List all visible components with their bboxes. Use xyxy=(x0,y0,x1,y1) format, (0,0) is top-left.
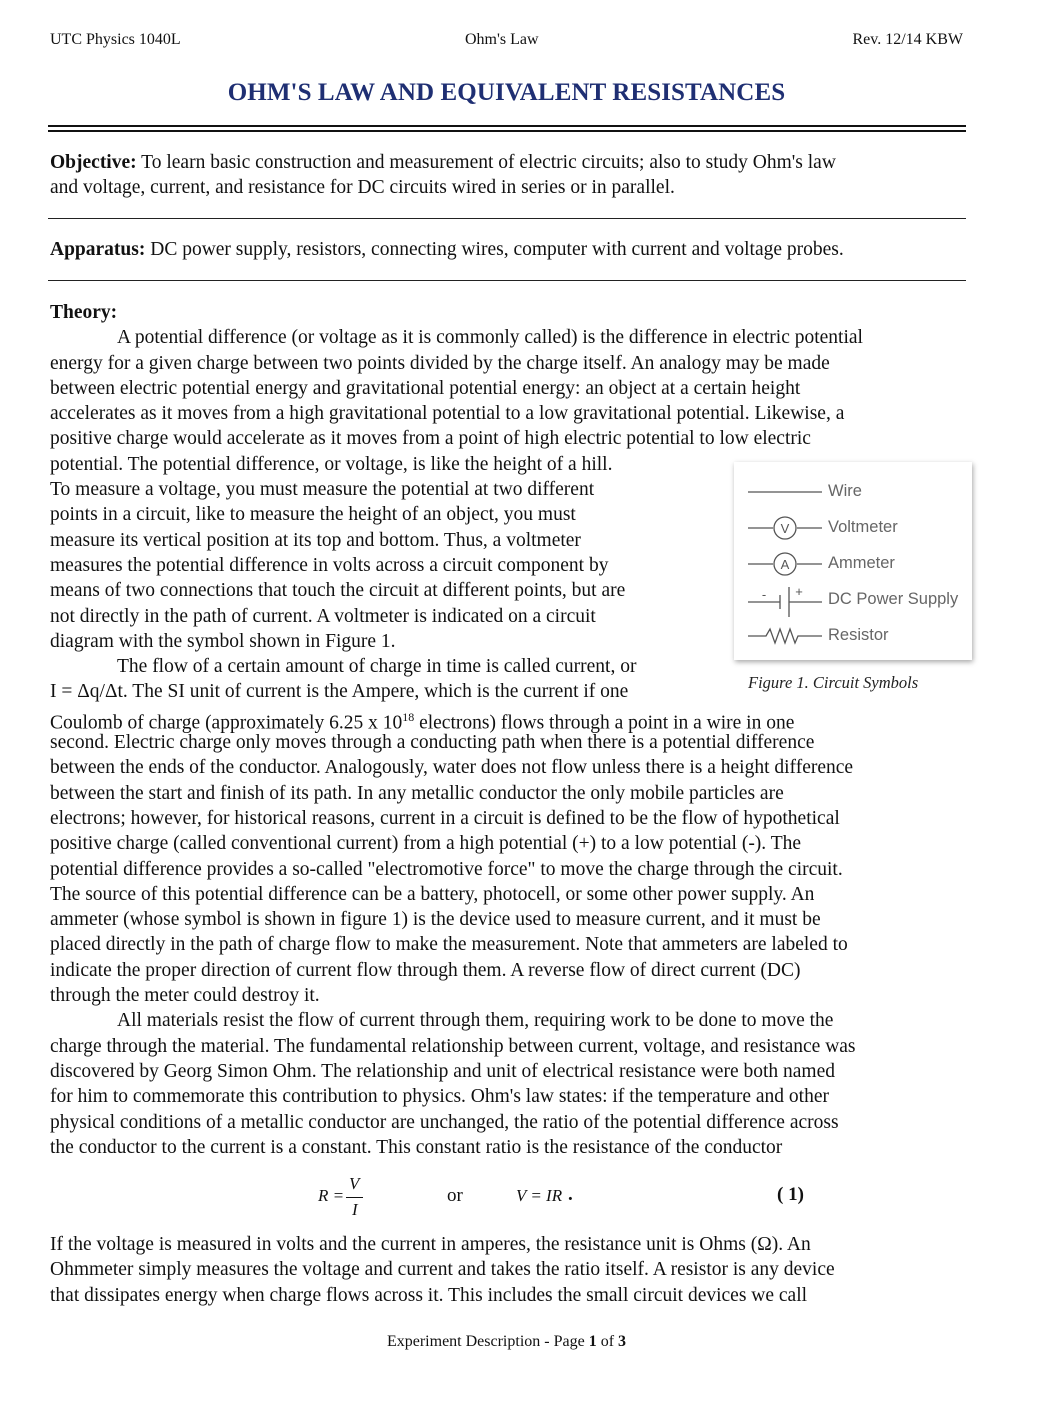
equation-alt: V = IR xyxy=(516,1186,563,1205)
theory-line: discovered by Georg Simon Ohm. The relationship and unit of electrical resistance were both named xyxy=(50,1060,836,1082)
legend-wire: Wire xyxy=(828,482,862,500)
theory-label: Theory: xyxy=(50,302,118,323)
theory-line: for him to commemorate this contribution to physics. Ohm's law states: if the temperature and other xyxy=(50,1086,830,1108)
theory-line: charge through the material. The fundamental relationship between current, voltage, and resistance was xyxy=(50,1035,856,1057)
footer-of: of xyxy=(596,1333,619,1350)
figure-caption: Figure 1. Circuit Symbols xyxy=(748,673,919,692)
footer-page: 1 xyxy=(588,1333,597,1350)
objective-section xyxy=(50,150,968,201)
theory-section xyxy=(50,300,968,1160)
theory-line: measures the potential difference in volts across a circuit component by xyxy=(50,554,609,576)
fraction-bar xyxy=(346,1197,363,1198)
theory-line: second. Electric charge only moves through a conducting path when there is a potential difference xyxy=(50,732,815,754)
theory-line: not directly in the path of current. A voltmeter is indicated on a circuit xyxy=(50,605,596,627)
resistance-paragraph xyxy=(50,1232,968,1308)
header-right: Rev. 12/14 KBW xyxy=(852,31,963,48)
theory-line: I = Δq/Δt. The SI unit of current is the Ampere, which is the current if one xyxy=(50,681,629,703)
equation-period: . xyxy=(568,1184,573,1205)
theory-line: To measure a voltage, you must measure the potential at two different xyxy=(50,479,595,501)
equation-lhs: R = xyxy=(318,1186,345,1205)
objective-line-2: and voltage, current, and resistance for DC circuits wired in series or in parallel. xyxy=(50,177,675,199)
coulomb-post: electrons) flows through a point in a wire in one xyxy=(414,712,795,734)
theory-line: placed directly in the path of charge flow to make the measurement. Note that ammeters are labeled to xyxy=(50,934,848,956)
equation-denominator: I xyxy=(352,1200,358,1219)
circuit-symbols-figure xyxy=(734,462,972,660)
objective-line-1: To learn basic construction and measurement of electric circuits; also to study Ohm's law xyxy=(141,152,836,173)
theory-line: between the ends of the conductor. Analogously, water does not flow unless there is a height difference xyxy=(50,757,854,779)
equation-numerator: V xyxy=(349,1174,360,1193)
theory-line: positive charge would accelerate as it moves from a point of high electric potential to low electric xyxy=(50,428,811,450)
objective-divider xyxy=(48,218,966,219)
theory-line: means of two connections that touch the circuit at different points, but are xyxy=(50,580,626,602)
theory-line: indicate the proper direction of current flow through them. A reverse flow of direct current (DC) xyxy=(50,959,801,981)
page-footer xyxy=(0,1333,1013,1351)
title-rule-top xyxy=(48,125,966,127)
legend-ammeter: Ammeter xyxy=(828,554,895,572)
theory-line: All materials resist the flow of current through them, requiring work to be done to move the xyxy=(117,1010,834,1032)
theory-line: the conductor to the current is a constant. This constant ratio is the resistance of the conductor xyxy=(50,1136,783,1158)
legend-resistor: Resistor xyxy=(828,626,889,644)
theory-line: accelerates as it moves from a high gravitational potential to a low gravitational potential. Likewise, a xyxy=(50,403,845,425)
footer-prefix: Experiment Description - Page xyxy=(386,1333,589,1350)
theory-line: A potential difference (or voltage as it is commonly called) is the difference in electric potential xyxy=(117,327,863,349)
theory-line: that dissipates energy when charge flows across it. This includes the small circuit devices we call xyxy=(50,1284,808,1306)
theory-line: diagram with the symbol shown in Figure 1. xyxy=(50,630,396,652)
theory-line: measure its vertical position at its top and bottom. Thus, a voltmeter xyxy=(50,529,581,551)
theory-line: energy for a given charge between two points divided by the charge itself. An analogy may be made xyxy=(50,352,830,374)
page-title: OHM'S LAW AND EQUIVALENT RESISTANCES xyxy=(227,79,786,106)
theory-line: potential difference provides a so-called "electromotive force" to move the charge through the circuit. xyxy=(50,858,843,880)
legend-voltmeter: Voltmeter xyxy=(828,518,898,536)
header-center: Ohm's Law xyxy=(465,31,539,48)
title-rule-bottom xyxy=(48,130,966,132)
legend-dc-power-supply: DC Power Supply xyxy=(828,590,959,608)
theory-line: between the start and finish of its path. In any metallic conductor the only mobile particles are xyxy=(50,782,784,804)
ammeter-symbol: A xyxy=(780,557,790,572)
coulomb-pre: Coulomb of charge (approximately 6.25 x 10 xyxy=(50,712,403,734)
apparatus-section xyxy=(50,237,968,262)
theory-line: positive charge (called conventional current) from a high potential (+) to a low potential (-). The xyxy=(50,833,802,855)
objective-label: Objective: xyxy=(50,152,137,173)
coulomb-exponent: 18 xyxy=(402,709,415,724)
header-left: UTC Physics 1040L xyxy=(50,31,181,48)
apparatus-label: Apparatus: xyxy=(50,239,146,260)
equation-or: or xyxy=(447,1185,463,1206)
apparatus-text: DC power supply, resistors, connecting wires, computer with current and voltage probes. xyxy=(150,239,844,260)
theory-line: The flow of a certain amount of charge in time is called current, or xyxy=(117,656,637,678)
minus-sign: - xyxy=(761,587,767,602)
plus-sign: + xyxy=(795,584,803,599)
footer-total: 3 xyxy=(618,1333,627,1350)
theory-line: The source of this potential difference can be a battery, photocell, or some other power supply. An xyxy=(50,883,815,905)
theory-line: potential. The potential difference, or voltage, is like the height of a hill. xyxy=(50,453,613,475)
circuit-symbols-icons xyxy=(734,462,828,660)
dc-power-supply-icon xyxy=(748,587,822,617)
theory-line: points in a circuit, like to measure the height of an object, you must xyxy=(50,504,576,526)
resistor-icon xyxy=(748,629,822,643)
theory-line: between electric potential energy and gravitational potential energy: an object at a certain height xyxy=(50,377,801,399)
theory-line: physical conditions of a metallic conductor are unchanged, the ratio of the potential difference across xyxy=(50,1111,839,1133)
theory-line: electrons; however, for historical reasons, current in a circuit is defined to be the flow of hypothetical xyxy=(50,807,840,829)
coulomb-line xyxy=(50,705,968,734)
voltmeter-symbol: V xyxy=(780,521,790,536)
theory-line: Ohmmeter simply measures the voltage and current and takes the ratio itself. A resistor is any device xyxy=(50,1259,835,1281)
apparatus-divider xyxy=(48,280,966,281)
theory-line: through the meter could destroy it. xyxy=(50,985,320,1007)
equation-number: ( 1) xyxy=(777,1184,804,1205)
theory-line: If the voltage is measured in volts and the current in amperes, the resistance unit is Ohms (Ω). An xyxy=(50,1234,811,1255)
theory-line: ammeter (whose symbol is shown in figure 1) is the device used to measure current, and it must be xyxy=(50,909,821,931)
